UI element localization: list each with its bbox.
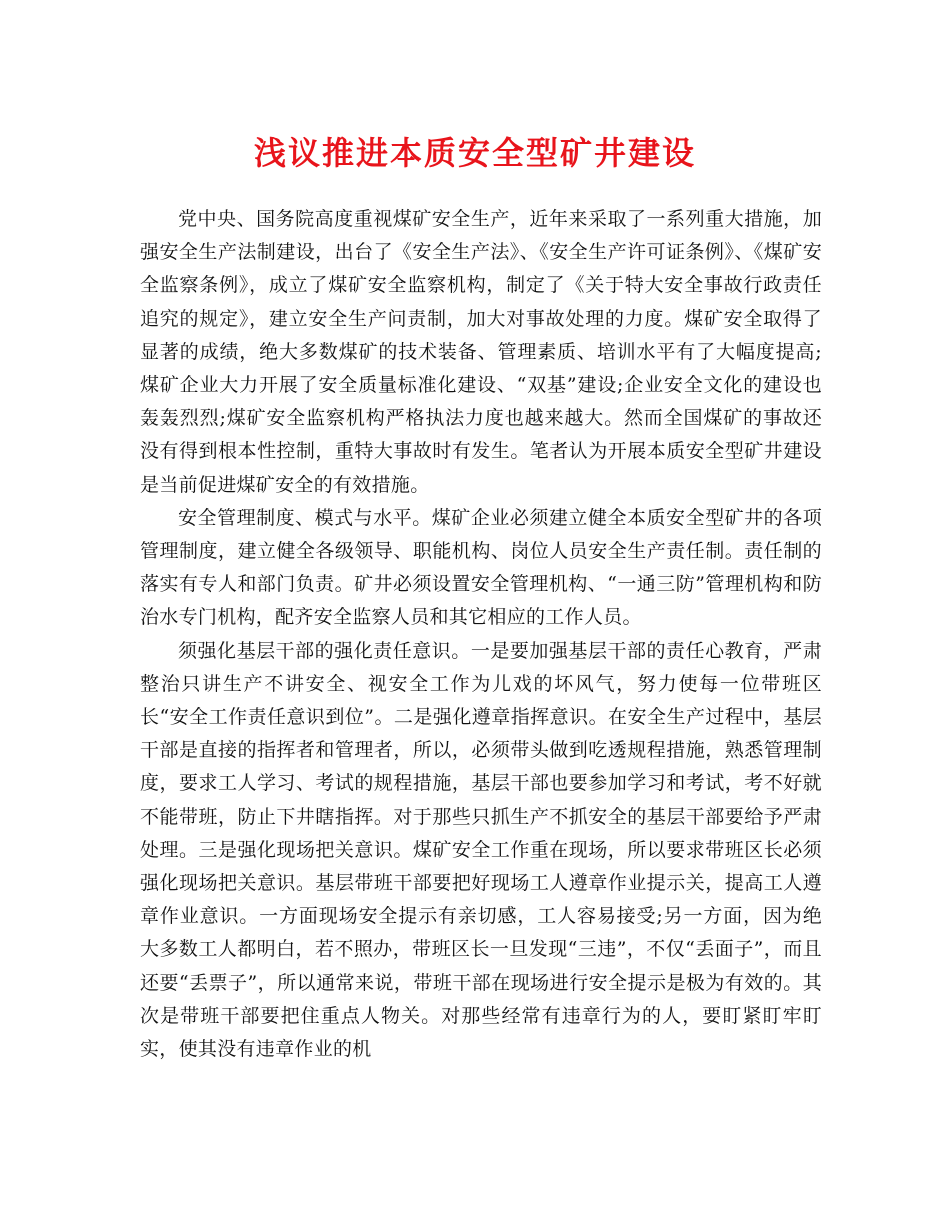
paragraph-1: 党中央、国务院高度重视煤矿安全生产，近年来采取了一系列重大措施，加强安全生产法制建设，出台了《安全生产法》、《安全生产许可证条例》、《煤矿安全监察条例》，成立了煤矿安全监察机构，制定了《关于特大安全事故行政责任追究的规定》，建立安全生产问责制，加大对事故处理的力度。煤矿安全取得了显著的成绩，绝大多数煤矿的技术装备、管理素质、培训水平有了大幅度提高;煤矿企业大力开展了安全质量标准化建设、“双基”建设;企业安全文化的建设也轰轰烈烈;煤矿安全监察机构严格执法力度也越来越大。然而全国煤矿的事故还没有得到根本性控制，重特大事故时有发生。笔者认为开展本质安全型矿井建设是当前促进煤矿安全的有效措施。 — [140, 208, 822, 496]
paragraph-3: 须强化基层干部的强化责任意识。一是要加强基层干部的责任心教育，严肃整治只讲生产不讲安全、视安全工作为儿戏的坏风气，努力使每一位带班区长“安全工作责任意识到位”。二是强化遵章指挥意识。在安全生产过程中，基层干部是直接的指挥者和管理者，所以，必须带头做到吃透规程措施，熟悉管理制度，要求工人学习、考试的规程措施，基层干部也要参加学习和考试，考不好就不能带班，防止下井瞎指挥。对于那些只抓生产不抓安全的基层干部要给予严肃处理。三是强化现场把关意识。煤矿安全工作重在现场，所以要求带班区长必须强化现场把关意识。基层带班干部要把好现场工人遵章作业提示关，提高工人遵章作业意识。一方面现场安全提示有亲切感，工人容易接受;另一方面，因为绝大多数工人都明白，若不照办，带班区长一旦发现“三违”，不仅“丢面子”，而且还要“丢票子”，所以通常来说，带班干部在现场进行安全提示是极为有效的。其次是带班干部要把住重点人物关。对那些经常有违章行为的人，要盯紧盯牢盯实，使其没有违章作业的机 — [140, 639, 822, 1061]
paragraph-2: 安全管理制度、模式与水平。煤矿企业必须建立健全本质安全型矿井的各项管理制度，建立健全各级领导、职能机构、岗位人员安全生产责任制。责任制的落实有专人和部门负责。矿井必须设置安全管理机构、“一通三防”管理机构和防治水专门机构，配齐安全监察人员和其它相应的工作人员。 — [140, 506, 822, 629]
document-body — [140, 203, 822, 1066]
document-title: 浅议推进本质安全型矿井建设 — [253, 134, 696, 172]
